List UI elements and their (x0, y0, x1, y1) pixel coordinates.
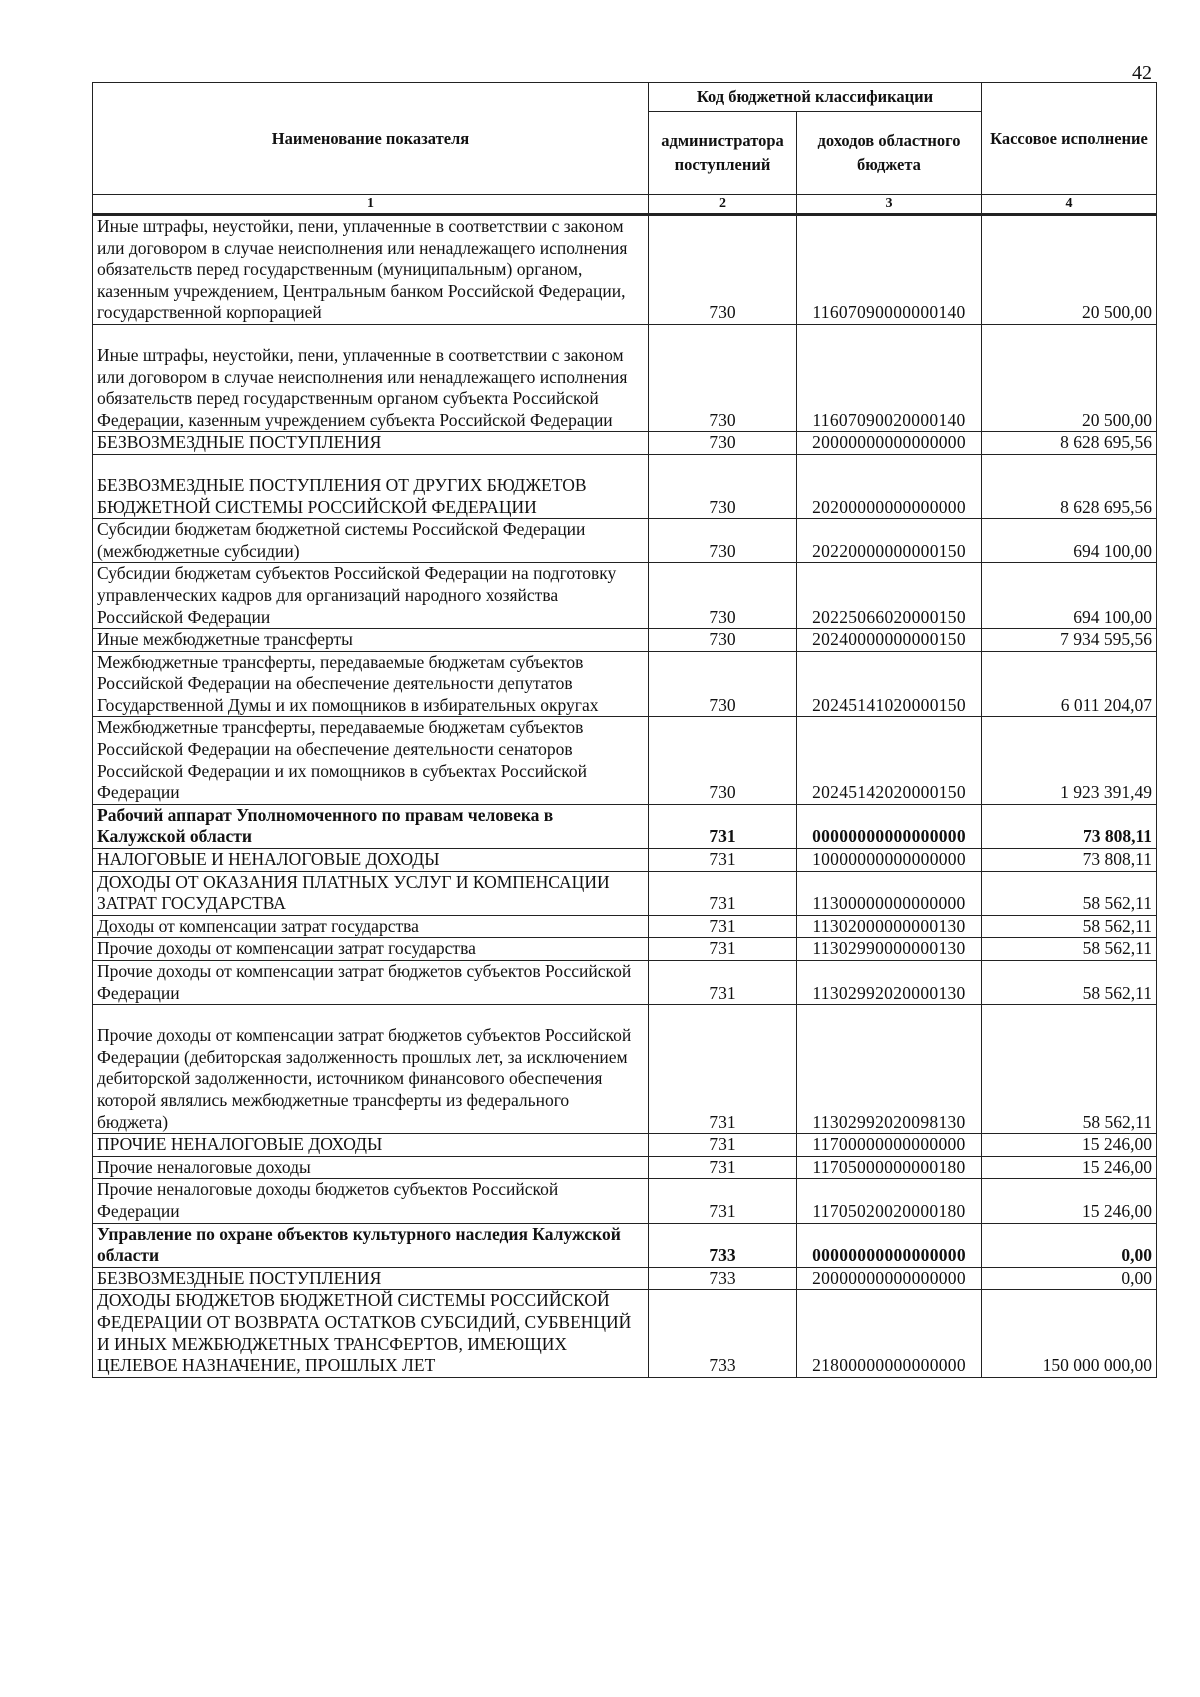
row-amount: 0,00 (982, 1267, 1157, 1290)
table-row (93, 1290, 1157, 1377)
row-name: Прочие доходы от компенсации затрат бюджетов субъектов Российской Федерации (дебиторская задолженность прошлых лет, за исключением дебиторской задолженности, источником финансового обеспечения которой являлись межбюджетные трансферты из федерального бюджета) (93, 1005, 649, 1134)
row-admin-code: 730 (649, 324, 797, 431)
table-row (93, 1005, 1157, 1134)
header-col-number: 3 (797, 195, 982, 215)
table-row (93, 915, 1157, 938)
row-name: БЕЗВОЗМЕЗДНЫЕ ПОСТУПЛЕНИЯ (93, 1267, 649, 1290)
row-admin-code: 730 (649, 454, 797, 518)
header-col-number: 2 (649, 195, 797, 215)
header-admin: администратора поступлений (649, 112, 797, 195)
table-row (93, 717, 1157, 804)
row-name: БЕЗВОЗМЕЗДНЫЕ ПОСТУПЛЕНИЯ (93, 432, 649, 455)
row-income-code: 11300000000000000 (797, 871, 982, 915)
row-admin-code: 730 (649, 717, 797, 804)
row-admin-code: 731 (649, 849, 797, 872)
row-income-code: 20000000000000000 (797, 1267, 982, 1290)
row-admin-code: 730 (649, 651, 797, 717)
row-admin-code: 733 (649, 1223, 797, 1267)
row-amount: 58 562,11 (982, 871, 1157, 915)
row-name: ПРОЧИЕ НЕНАЛОГОВЫЕ ДОХОДЫ (93, 1134, 649, 1157)
row-amount: 150 000 000,00 (982, 1290, 1157, 1377)
row-admin-code: 731 (649, 804, 797, 848)
row-name: Субсидии бюджетам бюджетной системы Российской Федерации (межбюджетные субсидии) (93, 519, 649, 563)
row-income-code: 11607090020000140 (797, 324, 982, 431)
row-name: БЕЗВОЗМЕЗДНЫЕ ПОСТУПЛЕНИЯ ОТ ДРУГИХ БЮДЖЕТОВ БЮДЖЕТНОЙ СИСТЕМЫ РОССИЙСКОЙ ФЕДЕРАЦИИ (93, 454, 649, 518)
row-income-code: 11705000000000180 (797, 1156, 982, 1179)
income-report-sheet (92, 82, 1156, 1378)
table-row-section (93, 1223, 1157, 1267)
table-row (93, 454, 1157, 518)
row-income-code: 00000000000000000 (797, 1223, 982, 1267)
row-income-code: 11700000000000000 (797, 1134, 982, 1157)
row-name: Рабочий аппарат Уполномоченного по правам человека в Калужской области (93, 804, 649, 848)
row-admin-code: 733 (649, 1267, 797, 1290)
row-income-code: 20000000000000000 (797, 432, 982, 455)
row-name: Иные штрафы, неустойки, пени, уплаченные в соответствии с законом или договором в случае неисполнения или ненадлежащего исполнения обязательств перед государственным органом субъекта Российской Федерации, казенным учреждением субъекта Российской Федерации (93, 324, 649, 431)
row-amount: 7 934 595,56 (982, 629, 1157, 652)
row-admin-code: 730 (649, 563, 797, 629)
table-row (93, 871, 1157, 915)
row-amount: 6 011 204,07 (982, 651, 1157, 717)
income-table (92, 82, 1157, 1378)
row-amount: 15 246,00 (982, 1156, 1157, 1179)
page-number: 42 (1132, 62, 1152, 84)
row-admin-code: 731 (649, 961, 797, 1005)
row-name: НАЛОГОВЫЕ И НЕНАЛОГОВЫЕ ДОХОДЫ (93, 849, 649, 872)
header-name: Наименование показателя (93, 83, 649, 195)
row-name: Субсидии бюджетам субъектов Российской Федерации на подготовку управленческих кадров для организаций народного хозяйства Российской Федерации (93, 563, 649, 629)
row-amount: 58 562,11 (982, 1005, 1157, 1134)
table-row (93, 215, 1157, 325)
row-admin-code: 731 (649, 871, 797, 915)
table-row (93, 324, 1157, 431)
row-name: Прочие доходы от компенсации затрат бюджетов субъектов Российской Федерации (93, 961, 649, 1005)
row-name: Прочие доходы от компенсации затрат государства (93, 938, 649, 961)
row-name: Доходы от компенсации затрат государства (93, 915, 649, 938)
row-amount: 15 246,00 (982, 1134, 1157, 1157)
header-income: доходов областного бюджета (797, 112, 982, 195)
row-income-code: 11607090000000140 (797, 215, 982, 325)
row-name: Иные штрафы, неустойки, пени, уплаченные в соответствии с законом или договором в случае неисполнения или ненадлежащего исполнения обязательств перед государственным (муниципальным) органом, казенным учреждением, Центральным банком Российской Федерации, государственной корпорацией (93, 215, 649, 325)
header-col-number: 1 (93, 195, 649, 215)
table-row (93, 961, 1157, 1005)
row-name: ДОХОДЫ БЮДЖЕТОВ БЮДЖЕТНОЙ СИСТЕМЫ РОССИЙСКОЙ ФЕДЕРАЦИИ ОТ ВОЗВРАТА ОСТАТКОВ СУБСИДИЙ, СУБВЕНЦИЙ И ИНЫХ МЕЖБЮДЖЕТНЫХ ТРАНСФЕРТОВ, ИМЕЮЩИХ ЦЕЛЕВОЕ НАЗНАЧЕНИЕ, ПРОШЛЫХ ЛЕТ (93, 1290, 649, 1377)
row-name: Прочие неналоговые доходы бюджетов субъектов Российской Федерации (93, 1179, 649, 1223)
row-amount: 694 100,00 (982, 519, 1157, 563)
row-amount: 20 500,00 (982, 324, 1157, 431)
header-code-group: Код бюджетной классификации (649, 83, 982, 112)
row-admin-code: 731 (649, 938, 797, 961)
row-income-code: 20225066020000150 (797, 563, 982, 629)
header-cash: Кассовое исполнение (982, 83, 1157, 195)
row-amount: 1 923 391,49 (982, 717, 1157, 804)
row-income-code: 20200000000000000 (797, 454, 982, 518)
table-row (93, 519, 1157, 563)
row-amount: 20 500,00 (982, 215, 1157, 325)
row-admin-code: 730 (649, 215, 797, 325)
row-name: ДОХОДЫ ОТ ОКАЗАНИЯ ПЛАТНЫХ УСЛУГ И КОМПЕНСАЦИИ ЗАТРАТ ГОСУДАРСТВА (93, 871, 649, 915)
header-col-number: 4 (982, 195, 1157, 215)
row-name: Межбюджетные трансферты, передаваемые бюджетам субъектов Российской Федерации на обеспечение деятельности сенаторов Российской Федерации и их помощников в субъектах Российской Федерации (93, 717, 649, 804)
row-amount: 15 246,00 (982, 1179, 1157, 1223)
row-name: Управление по охране объектов культурного наследия Калужской области (93, 1223, 649, 1267)
table-row (93, 1179, 1157, 1223)
table-row (93, 1156, 1157, 1179)
row-amount: 58 562,11 (982, 961, 1157, 1005)
row-income-code: 11302990000000130 (797, 938, 982, 961)
table-row (93, 651, 1157, 717)
row-name: Межбюджетные трансферты, передаваемые бюджетам субъектов Российской Федерации на обеспечение деятельности депутатов Государственной Думы и их помощников в избирательных округах (93, 651, 649, 717)
table-row (93, 563, 1157, 629)
row-admin-code: 731 (649, 1179, 797, 1223)
table-row (93, 1267, 1157, 1290)
row-admin-code: 731 (649, 1156, 797, 1179)
row-admin-code: 730 (649, 432, 797, 455)
row-income-code: 20220000000000150 (797, 519, 982, 563)
row-income-code: 11302992020098130 (797, 1005, 982, 1134)
row-income-code: 11705020020000180 (797, 1179, 982, 1223)
table-row (93, 849, 1157, 872)
row-amount: 8 628 695,56 (982, 432, 1157, 455)
row-admin-code: 730 (649, 519, 797, 563)
row-income-code: 20240000000000150 (797, 629, 982, 652)
row-income-code: 21800000000000000 (797, 1290, 982, 1377)
row-amount: 58 562,11 (982, 915, 1157, 938)
row-income-code: 10000000000000000 (797, 849, 982, 872)
row-amount: 694 100,00 (982, 563, 1157, 629)
row-admin-code: 731 (649, 1005, 797, 1134)
row-name: Прочие неналоговые доходы (93, 1156, 649, 1179)
row-income-code: 20245142020000150 (797, 717, 982, 804)
row-name: Иные межбюджетные трансферты (93, 629, 649, 652)
row-income-code: 00000000000000000 (797, 804, 982, 848)
row-amount: 0,00 (982, 1223, 1157, 1267)
table-row (93, 432, 1157, 455)
row-admin-code: 731 (649, 1134, 797, 1157)
row-admin-code: 730 (649, 629, 797, 652)
table-row (93, 629, 1157, 652)
row-income-code: 11302992020000130 (797, 961, 982, 1005)
table-row (93, 1134, 1157, 1157)
row-amount: 8 628 695,56 (982, 454, 1157, 518)
table-header (93, 83, 1157, 215)
row-amount: 73 808,11 (982, 804, 1157, 848)
table-body (93, 215, 1157, 1378)
row-income-code: 20245141020000150 (797, 651, 982, 717)
row-admin-code: 733 (649, 1290, 797, 1377)
row-income-code: 11302000000000130 (797, 915, 982, 938)
row-amount: 73 808,11 (982, 849, 1157, 872)
table-row-section (93, 804, 1157, 848)
table-row (93, 938, 1157, 961)
row-amount: 58 562,11 (982, 938, 1157, 961)
row-admin-code: 731 (649, 915, 797, 938)
